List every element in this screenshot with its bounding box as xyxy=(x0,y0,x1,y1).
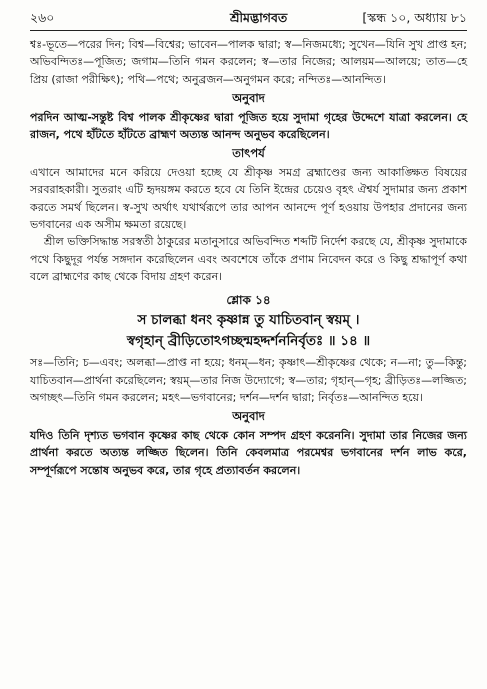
translation-heading: অনুবাদ xyxy=(232,91,265,106)
translation-bottom: যদিও তিনি দৃশ্যত ভগবান কৃষ্ণের কাছ থেকে কোন সম্পদ গ্রহণ করেননি। সুদামা তার নিজের জন্য প্রার্থনা করতে অত্যন্ত লজ্জিত ছিলেন। তিনি কেবলমাত্র পরমেশ্বর ভগবানের দর্শন লাভ করে, সম্পূর্ণরূপে সন্তোষ অনুভব করে, তার গৃহে প্রত্যাবর্তন করলেন। xyxy=(30,428,467,477)
synonyms-verse: সঃ—তিনি; চ—এবং; অলব্ধা—প্রাপ্ত না হয়ে; ধনম্—ধন; কৃষ্ণাৎ—শ্রীকৃষ্ণের থেকে; ন—না; তু—কিন্তু; যাচিতবান—প্রার্থনা করেছিলেন; স্বয়ম্—তার নিজ উদ্যোগে; স্ব—তার; গৃহান্—গৃহ; ব্রীড়িতঃ—লজ্জিত; অগচ্ছৎ—তিনি গমন করলেন; মহৎ—ভগবানের; দর্শন—দর্শন দ্বারা; নির্বৃতঃ—আনন্দিত হয়ে। xyxy=(30,356,467,404)
running-header xyxy=(30,8,467,28)
purport-paragraph-2: শ্রীল ভক্তিসিদ্ধান্ত সরস্বতী ঠাকুরের মতানুসারে অভিবন্দিত শব্দটি নির্দেশ করছে যে, শ্রীকৃষ্ণ সুদামাকে পথে কিছুদূর পর্যন্ত সঙ্গদান করেছিলেন এবং অবশেষে তাঁকে প্রণাম নিবেদন করে ও কিছু শ্রদ্ধাপূর্ণ কথা বলে ব্রাহ্মণের কাছ থেকে বিদায় গ্রহণ করেন। xyxy=(30,235,467,284)
verse-heading: শ্লোক ১৪ xyxy=(226,292,271,307)
header-rule xyxy=(30,30,467,31)
translation-top: পরদিন আত্ম-সন্তুষ্ট বিশ্ব পালক শ্রীকৃষ্ণের দ্বারা পূজিত হয়ে সুদামা গৃহের উদ্দেশে যাত্রা করলেন। হে রাজন, পথে হাঁটতে হাঁটতে ব্রাহ্মণ অত্যন্ত আনন্দ অনুভব করেছিলেন। xyxy=(30,110,467,142)
page-number: ২৬০ xyxy=(30,10,55,25)
chapter-reference: [স্কন্ধ ১০, অধ্যায় ৮১ xyxy=(362,10,467,25)
verse-line-1: স চালব্ধা ধনং কৃষ্ণান্ন তু যাচিতবান্ স্বয়ম্ । xyxy=(137,312,360,329)
verse-line-2: স্বগৃহান্ ব্রীড়িতোঽগচ্ছন্মহদ্দর্শননির্বৃতঃ ॥ ১৪ ॥ xyxy=(126,333,371,350)
translation-heading-2: অনুবাদ xyxy=(232,409,265,424)
purport-paragraph-1: এখানে আমাদের মনে করিয়ে দেওয়া হচ্ছে যে শ্রীকৃষ্ণ সমগ্র ব্রহ্মাণ্ডের জন্য আকাঙ্ক্ষিত বিষয়ের সরবরাহকারী। সুতরাং এটি হৃদয়ঙ্গম করতে হবে যে তিনি ইন্দ্রের চেয়েও বৃহৎ ঐশ্বর্য সুদামার জন্য প্রকাশ করতে সমর্থ ছিলেন। স্ব-সুখ অর্থাৎ যথার্থরূপে তার আপন আনন্দে পূর্ণ হওয়ায় উপহার প্রদানের জন্য ভগবানের এক অসীম ক্ষমতা রয়েছে। xyxy=(30,165,467,232)
purport-heading: তাৎপর্য xyxy=(232,146,265,161)
page-body xyxy=(30,36,467,479)
book-title: শ্রীমদ্ভাগবত xyxy=(230,10,288,25)
synonyms-top: শ্বঃ-ভূতে—পরের দিন; বিশ্ব—বিশ্বের; ভাবেন—পালক দ্বারা; স্ব—নিজমধ্যে; সুখেন—যিনি সুখ প্রাপ্ত হন; অভিবন্দিতঃ—পূজিত; জগাম—তিনি গমন করলেন; স্ব—তার নিজের; আলয়ম—আলয়ে; তাত—হে প্রিয় (রাজা পরীক্ষিৎ); পথি—পথে; অনুব্রজন—অনুগমন করে; নন্দিতঃ—আনন্দিত। xyxy=(30,38,467,86)
